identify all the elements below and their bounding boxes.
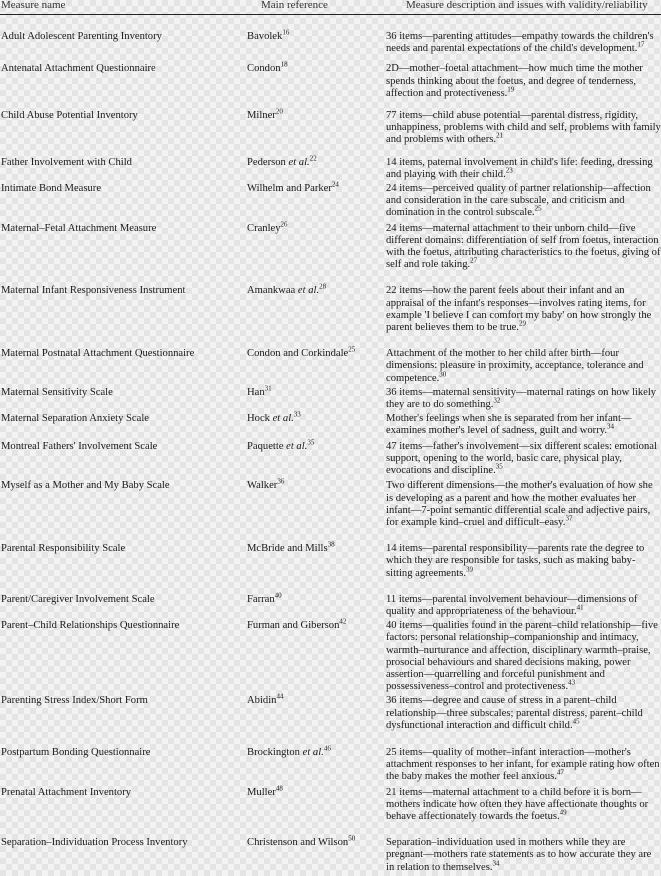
reference-cell — [247, 30, 386, 55]
measure-name-cell: Maternal–Fetal Attachment Measure — [1, 222, 157, 234]
description-cell — [386, 182, 661, 220]
description-cell — [386, 386, 661, 411]
measure-name-cell: Father Involvement with Child — [1, 156, 132, 168]
reference-citation-number: 42 — [339, 617, 347, 626]
reference-author: Walker — [247, 480, 278, 492]
reference-citation-number: 40 — [274, 591, 282, 600]
reference-citation-number: 48 — [275, 784, 283, 793]
description-citation-number: 49 — [559, 808, 567, 817]
reference-cell — [247, 182, 386, 220]
table-row — [0, 30, 661, 55]
description-text: 11 items—parental involvement behaviour—dimensions of quality and appropriateness of the behaviour. — [386, 593, 638, 617]
measure-name-cell: Parent–Child Relationships Questionnaire — [1, 620, 180, 632]
description-text: 21 items—maternal attachment to a child before it is born—mothers indicate how often they have affectionate thoughts or behave affectionately towards the foetus. — [386, 786, 649, 822]
description-citation-number: 30 — [439, 370, 447, 379]
header-main-reference: Main reference — [261, 0, 328, 11]
table-row — [0, 386, 661, 411]
reference-citation-number: 35 — [307, 438, 315, 447]
description-text: 36 items—degree and cause of stress in a parent–child relationship—three subscales; parental distress, parent–child dysfunctional interaction and difficult child. — [386, 695, 643, 731]
reference-citation-number: 28 — [319, 282, 327, 291]
reference-cell — [247, 412, 386, 437]
description-cell — [386, 694, 661, 732]
reference-cell — [247, 786, 386, 824]
measure-name-cell: Parent/Caregiver Involvement Scale — [1, 593, 155, 605]
reference-citation-number: 50 — [348, 834, 356, 843]
reference-author: Han — [247, 386, 265, 398]
description-text: 24 items—perceived quality of partner relationship—affection and consideration in the care subscale, and criticism and domination in the control subscale. — [386, 183, 651, 219]
description-cell — [386, 746, 661, 784]
reference-author: Bavolek — [247, 31, 283, 42]
table-row — [0, 836, 661, 874]
description-cell — [386, 30, 661, 55]
reference-citation-number: 26 — [280, 220, 288, 229]
reference-author: McBride and Mills — [247, 543, 328, 555]
description-text: Two different dimensions—the mother's evaluation of how she is developing as a parent and how the mother evaluates her infant—7-point semantic differential scale and adjective pairs, for example kind–cruel and difficult–easy. — [386, 480, 653, 528]
reference-citation-number: 24 — [331, 180, 339, 189]
reference-cell — [247, 347, 386, 385]
measure-name-cell: Montreal Fathers' Involvement Scale — [1, 440, 158, 452]
description-citation-number: 45 — [572, 717, 580, 726]
measure-name-cell: Parental Responsibility Scale — [1, 543, 126, 555]
description-text: 77 items—child abuse potential—parental distress, rigidity, unhappiness, problems with child and self, problems with family and problems with others. — [386, 110, 661, 146]
reference-author: Condon and Corkindale — [247, 348, 349, 360]
description-citation-number: 35 — [495, 462, 503, 471]
reference-et-al: et al. — [286, 440, 308, 452]
reference-author: Abidin — [247, 695, 277, 707]
measure-name-cell: Parenting Stress Index/Short Form — [1, 695, 148, 707]
description-cell — [386, 222, 661, 272]
table-row — [0, 412, 661, 437]
reference-citation-number: 20 — [275, 107, 283, 116]
reference-cell — [247, 836, 386, 874]
description-text: 36 items—parenting attitudes—empathy towards the children's needs and parental expectations of the child's development. — [386, 31, 654, 55]
description-citation-number: 19 — [507, 85, 515, 94]
measure-name-cell: Maternal Infant Responsiveness Instrument — [1, 285, 186, 297]
description-text: 36 items—maternal sensitivity—maternal ratings on how likely they are to do something. — [386, 386, 657, 411]
reference-cell — [247, 222, 386, 272]
reference-author: Milner — [247, 110, 276, 122]
header-measure-name: Measure name — [1, 0, 66, 11]
description-cell — [386, 284, 661, 334]
description-cell — [386, 156, 661, 181]
description-cell — [386, 412, 661, 437]
description-cell — [386, 479, 661, 529]
table-row — [0, 746, 661, 784]
description-cell — [386, 109, 661, 147]
reference-author: Muller — [247, 786, 276, 798]
reference-citation-number: 16 — [282, 28, 290, 37]
reference-cell — [247, 542, 386, 580]
description-cell — [386, 62, 661, 100]
reference-cell — [247, 156, 386, 181]
reference-et-al: et al. — [288, 156, 310, 168]
table-row — [0, 156, 661, 181]
reference-citation-number: 33 — [293, 410, 301, 419]
measure-name-cell: Child Abuse Potential Inventory — [1, 110, 138, 122]
description-text: 14 items, paternal involvement in child's life: feeding, dressing and playing with their child. — [386, 156, 653, 180]
table-row — [0, 479, 661, 529]
reference-cell — [247, 694, 386, 732]
table-header — [0, 0, 661, 14]
description-cell — [386, 836, 661, 874]
table-row — [0, 109, 661, 147]
reference-author: Furman and Giberson — [247, 620, 340, 632]
description-citation-number: 29 — [518, 319, 526, 328]
table-row — [0, 593, 661, 618]
measure-name-cell: Antenatal Attachment Questionnaire — [1, 63, 156, 75]
reference-author: Condon — [247, 63, 281, 75]
table-row — [0, 440, 661, 478]
measure-name-cell: Intimate Bond Measure — [1, 183, 102, 195]
reference-citation-number: 25 — [348, 345, 356, 354]
reference-et-al: et al. — [272, 413, 294, 425]
table-row — [0, 619, 661, 693]
description-citation-number: 23 — [505, 166, 513, 175]
table-row — [0, 347, 661, 385]
measure-name-cell: Postpartum Bonding Questionnaire — [1, 746, 151, 758]
description-citation-number: 17 — [637, 40, 645, 49]
description-text: 24 items—maternal attachment to their unborn child—five different domains: differentiation of self from foetus, interaction with the foetus, attributing characteristics to the foetus, giving of self and role taking. — [386, 222, 661, 271]
reference-author: Christenson and Wilson — [247, 837, 349, 849]
description-cell — [386, 347, 661, 385]
reference-citation-number: 36 — [277, 477, 285, 486]
reference-author: Paquette — [247, 440, 284, 452]
description-citation-number: 37 — [565, 514, 573, 523]
reference-cell — [247, 62, 386, 100]
description-citation-number: 34 — [607, 422, 614, 431]
measure-name-cell: Adult Adolescent Parenting Inventory — [1, 31, 162, 42]
description-citation-number: 21 — [496, 131, 504, 140]
reference-author: Farran — [247, 593, 275, 605]
description-cell — [386, 619, 661, 693]
description-citation-number: 43 — [568, 678, 576, 687]
description-citation-number: 41 — [576, 603, 584, 612]
measure-name-cell: Separation–Individuation Process Inventory — [1, 837, 188, 849]
description-citation-number: 39 — [466, 564, 474, 573]
reference-citation-number: 31 — [264, 384, 272, 393]
reference-cell — [247, 284, 386, 334]
description-text: Attachment of the mother to her child after birth—four dimensions: pleasure in proximity, acceptance, tolerance and competence. — [386, 348, 644, 384]
description-text: 22 items—how the parent feels about their infant and an appraisal of the infant's responses—involves rating items, for example 'I believe I can comfort my baby' on how strongly the parent believes them to be true. — [386, 285, 652, 334]
reference-citation-number: 44 — [276, 692, 284, 701]
table-row — [0, 284, 661, 334]
description-cell — [386, 542, 661, 580]
reference-citation-number: 46 — [323, 744, 331, 753]
reference-cell — [247, 386, 386, 411]
description-citation-number: 32 — [493, 396, 501, 405]
table-row — [0, 694, 661, 732]
description-text: 14 items—parental responsibility—parents rate the degree to which they are responsible for tasks, such as making baby-sitting agreements. — [386, 543, 645, 579]
table-row — [0, 222, 661, 272]
header-description: Measure description and issues with validity/reliability — [406, 0, 648, 11]
description-cell — [386, 440, 661, 478]
description-text: 40 items—qualities found in the parent–child relationship—five factors: personal relationship–companionship and intimacy, warmth–nurturance and affection, disciplinary warmth–praise, prosocial behaviours and shared decisions making, power assertion—quarrelling and forceful punishment and possessiveness–control and protectiveness. — [386, 620, 658, 693]
reference-citation-number: 22 — [309, 154, 317, 163]
table-row — [0, 786, 661, 824]
description-citation-number: 27 — [470, 256, 478, 265]
reference-cell — [247, 619, 386, 693]
reference-cell — [247, 109, 386, 147]
reference-et-al: et al. — [302, 746, 324, 758]
measure-name-cell: Myself as a Mother and My Baby Scale — [1, 480, 170, 492]
measure-name-cell: Maternal Postnatal Attachment Questionnaire — [1, 348, 195, 360]
description-text: 47 items—father's involvement—six different scales: emotional support, opening to the world, basic care, physical play, evocations and discipline. — [386, 440, 657, 477]
reference-author: Wilhelm and Parker — [247, 183, 332, 195]
reference-author: Pederson — [247, 156, 286, 168]
description-text: 2D—mother–foetal attachment—how much time the mother spends thinking about the foetus, and degree of tenderness, affection and protectiveness. — [386, 63, 643, 99]
reference-author: Cranley — [247, 222, 281, 234]
reference-citation-number: 38 — [327, 540, 335, 549]
description-text: Separation–individuation used in mothers while they are pregnant—mothers rate statements as to how accurate they are in relation to themselves. — [386, 837, 652, 873]
description-cell — [386, 786, 661, 824]
reference-author: Amankwaa — [247, 285, 296, 297]
description-citation-number: 25 — [534, 204, 542, 213]
reference-cell — [247, 746, 386, 784]
description-citation-number: 34 — [492, 859, 500, 868]
description-citation-number: 47 — [556, 768, 564, 777]
reference-citation-number: 18 — [280, 60, 288, 69]
reference-author: Hock — [247, 413, 270, 425]
reference-author: Brockington — [247, 746, 300, 758]
reference-cell — [247, 593, 386, 618]
measure-name-cell: Maternal Sensitivity Scale — [1, 386, 113, 398]
reference-cell — [247, 479, 386, 529]
reference-et-al: et al. — [297, 285, 320, 297]
description-text: 25 items—quality of mother–infant interaction—mother's attachment responses to her infant, for example rating how often the baby makes the mother feel anxious. — [386, 746, 660, 783]
reference-cell — [247, 440, 386, 478]
table-row — [0, 182, 661, 220]
table-row — [0, 62, 661, 100]
description-cell — [386, 593, 661, 618]
measure-name-cell: Maternal Separation Anxiety Scale — [1, 413, 149, 425]
measure-name-cell: Prenatal Attachment Inventory — [1, 786, 132, 798]
table-row — [0, 542, 661, 580]
description-text: Mother's feelings when she is separated from her infant—examines mother's level of sadness, guilt and worry. — [386, 413, 632, 437]
